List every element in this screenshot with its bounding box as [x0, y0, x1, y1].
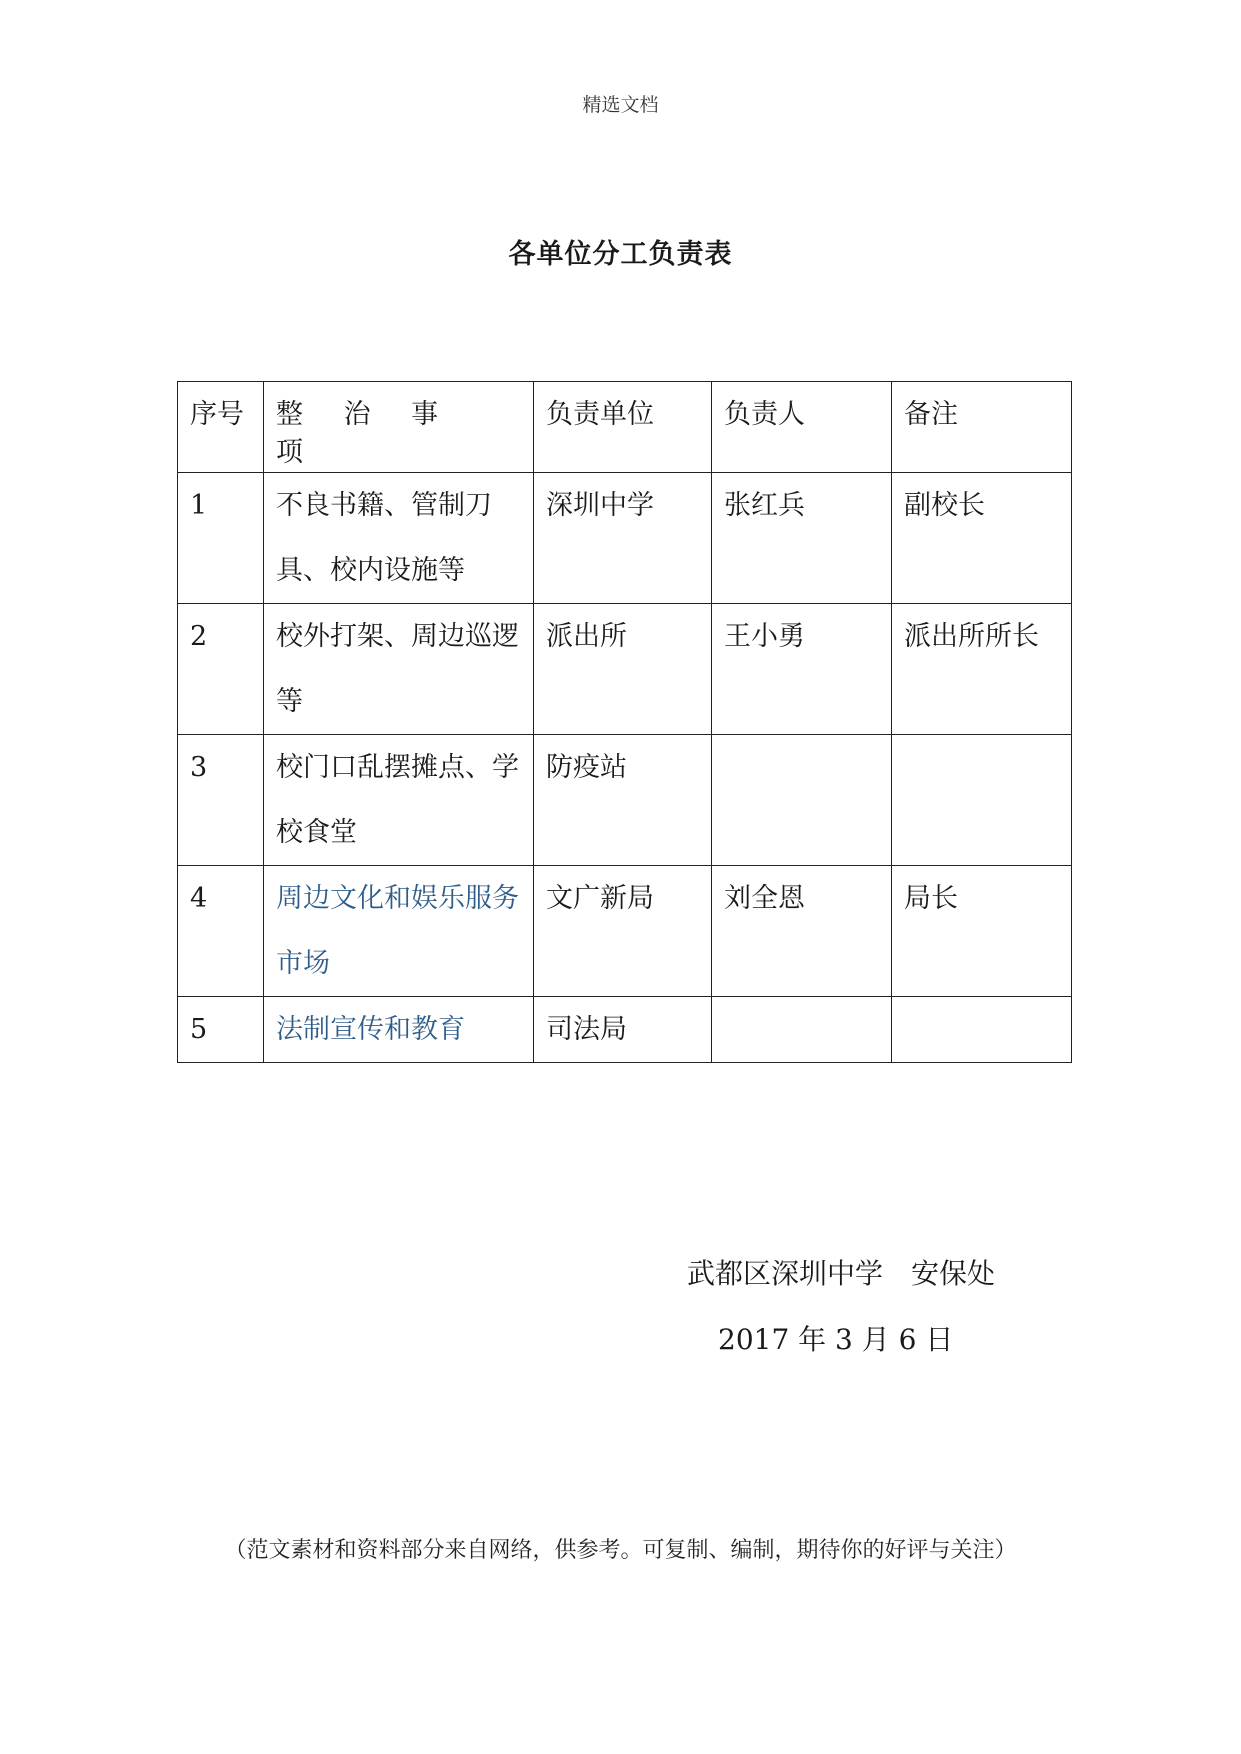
cell-item: 校门口乱摆摊点、学校食堂	[264, 735, 534, 866]
cell-no: 1	[178, 473, 264, 604]
cell-note: 局长	[892, 866, 1072, 997]
cell-unit: 防疫站	[534, 735, 712, 866]
table-row	[178, 997, 1072, 1063]
header-cell-note: 备注	[892, 382, 1072, 473]
cell-note: 副校长	[892, 473, 1072, 604]
cell-no: 3	[178, 735, 264, 866]
document-title: 各单位分工负责表	[508, 239, 733, 270]
cell-item: 校外打架、周边巡逻等	[264, 604, 534, 735]
page-footer: （范文素材和资料部分来自网络，供参考。可复制、编制，期待你的好评与关注）	[224, 1538, 1017, 1563]
table-row	[178, 604, 1072, 735]
page-header: 精选文档	[582, 94, 659, 116]
cell-no: 4	[178, 866, 264, 997]
cell-no: 2	[178, 604, 264, 735]
cell-no: 5	[178, 997, 264, 1063]
cell-unit: 派出所	[534, 604, 712, 735]
date-line: 2017 年 3 月 6 日	[718, 1323, 954, 1356]
cell-item: 法制宣传和教育	[264, 997, 534, 1063]
table-row	[178, 473, 1072, 604]
cell-unit: 文广新局	[534, 866, 712, 997]
header-cell-no: 序号	[178, 382, 264, 473]
header-cell-item: 整 治 事 项	[264, 382, 534, 473]
cell-item: 周边文化和娱乐服务市场	[264, 866, 534, 997]
table-row	[178, 735, 1072, 866]
header-cell-person: 负责人	[712, 382, 892, 473]
responsibility-table	[177, 381, 1072, 1063]
signature-line: 武都区深圳中学 安保处	[687, 1257, 996, 1290]
cell-note: 派出所所长	[892, 604, 1072, 735]
table-row	[178, 866, 1072, 997]
cell-person: 刘全恩	[712, 866, 892, 997]
header-cell-unit: 负责单位	[534, 382, 712, 473]
cell-unit: 深圳中学	[534, 473, 712, 604]
cell-person	[712, 997, 892, 1063]
cell-note	[892, 997, 1072, 1063]
cell-person: 张红兵	[712, 473, 892, 604]
table-header-row	[178, 382, 1072, 473]
cell-item: 不良书籍、管制刀具、校内设施等	[264, 473, 534, 604]
cell-person: 王小勇	[712, 604, 892, 735]
cell-note	[892, 735, 1072, 866]
cell-unit: 司法局	[534, 997, 712, 1063]
cell-person	[712, 735, 892, 866]
